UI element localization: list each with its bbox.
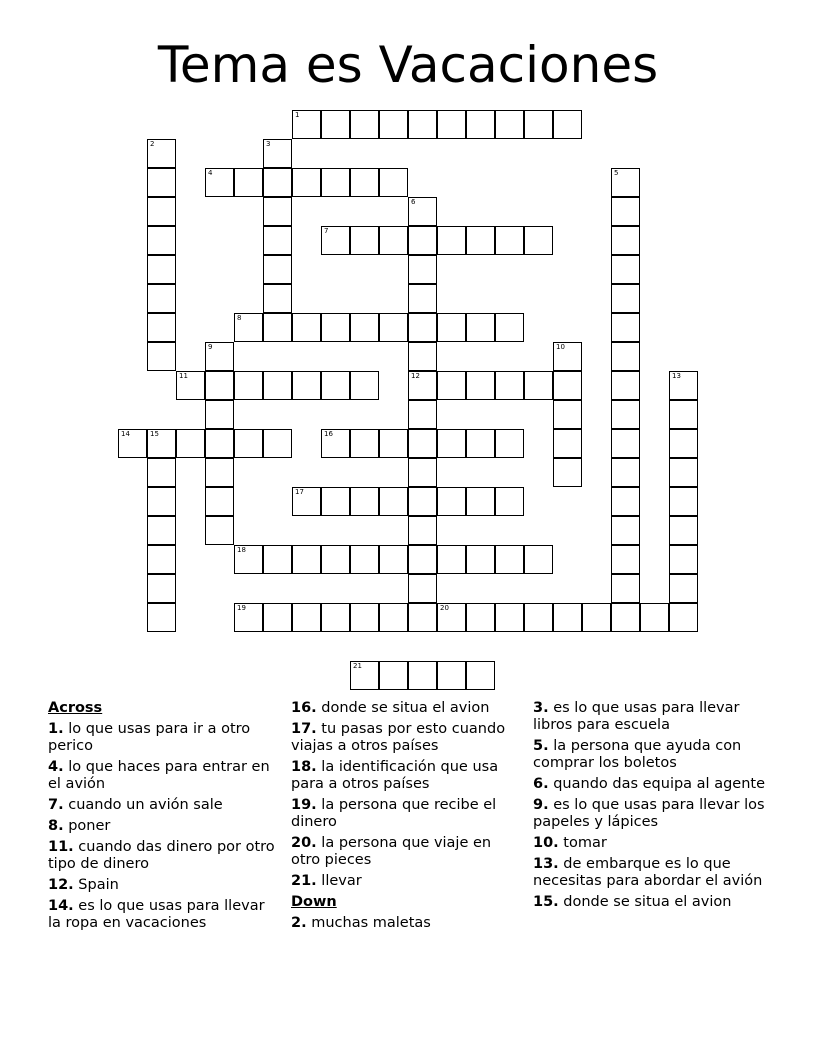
grid-cell[interactable] [147, 574, 176, 603]
grid-cell[interactable] [263, 255, 292, 284]
grid-cell[interactable] [147, 139, 176, 168]
clue-number: 8 [237, 314, 242, 322]
grid-cell[interactable] [466, 313, 495, 342]
clue-text: lo que usas para ir a otro perico [48, 721, 251, 754]
clue-text: quando das equipa al agente [548, 776, 765, 792]
grid-cell[interactable] [669, 429, 698, 458]
grid-cell[interactable] [582, 603, 611, 632]
down-clue [533, 776, 765, 793]
grid-cell[interactable] [321, 371, 350, 400]
grid-cell[interactable] [669, 545, 698, 574]
clue-number: 17. [291, 721, 317, 737]
grid-cell[interactable] [408, 603, 437, 632]
clues-column-3 [533, 700, 765, 915]
clue-text: lo que haces para entrar en el avión [48, 759, 270, 792]
grid-cell[interactable] [669, 487, 698, 516]
grid-cell[interactable] [611, 516, 640, 545]
clues-column-1 [48, 700, 278, 936]
clue-number: 18 [237, 546, 246, 554]
clue-number: 21 [353, 662, 362, 670]
clue-text: donde se situa el avion [316, 700, 490, 716]
grid-cell[interactable] [495, 313, 524, 342]
grid-cell[interactable] [408, 226, 437, 255]
grid-cell[interactable] [234, 429, 263, 458]
grid-cell[interactable] [205, 516, 234, 545]
grid-cell[interactable] [437, 371, 466, 400]
grid-cell[interactable] [466, 487, 495, 516]
clue-number: 11 [179, 372, 188, 380]
grid-cell[interactable] [611, 255, 640, 284]
clue-number: 2. [291, 915, 307, 931]
grid-cell[interactable] [321, 313, 350, 342]
clue-number: 8. [48, 818, 64, 834]
page-title: Tema es Vacaciones [157, 36, 659, 94]
grid-cell[interactable] [263, 429, 292, 458]
clue-number: 16 [324, 430, 333, 438]
clue-number: 1 [295, 111, 300, 119]
grid-cell[interactable] [379, 545, 408, 574]
grid-cell[interactable] [408, 487, 437, 516]
grid-cell[interactable] [524, 226, 553, 255]
grid-cell[interactable] [553, 458, 582, 487]
grid-cell[interactable] [147, 168, 176, 197]
grid-cell[interactable] [292, 371, 321, 400]
clue-text: la persona que viaje en otro pieces [291, 835, 492, 868]
clue-number: 9. [533, 797, 549, 813]
grid-cell[interactable] [350, 110, 379, 139]
grid-cell[interactable] [292, 168, 321, 197]
grid-cell[interactable] [350, 313, 379, 342]
grid-cell[interactable] [553, 429, 582, 458]
down-clue [533, 835, 765, 852]
grid-cell[interactable] [147, 458, 176, 487]
clue-text: la identificación que usa para a otros países [291, 759, 499, 792]
clue-number: 6. [533, 776, 549, 792]
grid-cell[interactable] [147, 342, 176, 371]
clue-number: 7. [48, 797, 64, 813]
grid-cell[interactable] [611, 168, 640, 197]
across-clue [291, 835, 523, 869]
clue-number: 16. [291, 700, 317, 716]
grid-cell[interactable] [147, 603, 176, 632]
grid-cell[interactable] [408, 516, 437, 545]
across-clue [48, 759, 278, 793]
clue-text: llevar [316, 873, 362, 889]
grid-cell[interactable] [495, 487, 524, 516]
grid-cell[interactable] [553, 342, 582, 371]
grid-cell[interactable] [147, 197, 176, 226]
down-clue [533, 738, 765, 772]
clue-text: de embarque es lo que necesitas para abordar el avión [533, 856, 763, 889]
grid-cell[interactable] [263, 139, 292, 168]
grid-cell[interactable] [292, 313, 321, 342]
grid-cell[interactable] [234, 371, 263, 400]
grid-cell[interactable] [205, 400, 234, 429]
grid-cell[interactable] [495, 371, 524, 400]
clue-text: donde se situa el avion [558, 894, 732, 910]
clue-number: 19 [237, 604, 246, 612]
grid-cell[interactable] [147, 255, 176, 284]
clue-text: es lo que usas para llevar libros para escuela [533, 700, 740, 733]
grid-cell[interactable] [379, 429, 408, 458]
grid-cell[interactable] [553, 400, 582, 429]
across-clue [48, 898, 278, 932]
grid-cell[interactable] [205, 342, 234, 371]
across-heading: Across [48, 700, 103, 716]
grid-cell[interactable] [611, 429, 640, 458]
grid-cell[interactable] [350, 661, 379, 690]
grid-cell[interactable] [234, 168, 263, 197]
grid-cell[interactable] [263, 168, 292, 197]
grid-cell[interactable] [379, 487, 408, 516]
grid-cell[interactable] [350, 226, 379, 255]
clue-number: 18. [291, 759, 317, 775]
grid-cell[interactable] [292, 487, 321, 516]
clue-number: 11. [48, 839, 74, 855]
grid-cell[interactable] [408, 110, 437, 139]
grid-cell[interactable] [147, 429, 176, 458]
grid-cell[interactable] [379, 661, 408, 690]
grid-cell[interactable] [263, 603, 292, 632]
clue-number: 13. [533, 856, 559, 872]
grid-cell[interactable] [408, 574, 437, 603]
clue-number: 4 [208, 169, 213, 177]
down-heading: Down [291, 894, 337, 910]
grid-cell[interactable] [379, 603, 408, 632]
grid-cell[interactable] [553, 603, 582, 632]
down-clue [291, 915, 523, 932]
grid-cell[interactable] [669, 603, 698, 632]
grid-cell[interactable] [437, 603, 466, 632]
grid-cell[interactable] [437, 429, 466, 458]
grid-cell[interactable] [321, 603, 350, 632]
grid-cell[interactable] [408, 661, 437, 690]
grid-cell[interactable] [669, 574, 698, 603]
grid-cell[interactable] [640, 603, 669, 632]
clue-number: 5 [614, 169, 619, 177]
grid-cell[interactable] [292, 603, 321, 632]
grid-cell[interactable] [669, 400, 698, 429]
grid-cell[interactable] [205, 429, 234, 458]
clue-number: 7 [324, 227, 329, 235]
across-clue [48, 839, 278, 873]
grid-cell[interactable] [611, 226, 640, 255]
grid-cell[interactable] [408, 197, 437, 226]
grid-cell[interactable] [147, 516, 176, 545]
grid-cell[interactable] [437, 110, 466, 139]
clue-text: muchas maletas [306, 915, 431, 931]
grid-cell[interactable] [611, 371, 640, 400]
across-clue [291, 873, 523, 890]
grid-cell[interactable] [321, 487, 350, 516]
clue-text: cuando das dinero por otro tipo de dinero [48, 839, 275, 872]
clue-number: 4. [48, 759, 64, 775]
grid-cell[interactable] [379, 313, 408, 342]
across-clue [291, 721, 523, 755]
grid-cell[interactable] [321, 429, 350, 458]
grid-cell[interactable] [524, 110, 553, 139]
down-clue [533, 700, 765, 734]
clue-number: 15 [150, 430, 159, 438]
grid-cell[interactable] [466, 429, 495, 458]
grid-cell[interactable] [147, 487, 176, 516]
grid-cell[interactable] [669, 516, 698, 545]
clue-number: 14. [48, 898, 74, 914]
clue-text: es lo que usas para llevar la ropa en vacaciones [48, 898, 265, 931]
grid-cell[interactable] [205, 487, 234, 516]
clue-number: 13 [672, 372, 681, 380]
clue-text: la persona que ayuda con comprar los boletos [533, 738, 742, 771]
grid-cell[interactable] [176, 429, 205, 458]
grid-cell[interactable] [466, 371, 495, 400]
grid-cell[interactable] [292, 545, 321, 574]
grid-cell[interactable] [524, 603, 553, 632]
grid-cell[interactable] [321, 168, 350, 197]
clue-number: 2 [150, 140, 155, 148]
across-clue [291, 759, 523, 793]
clue-text: la persona que recibe el dinero [291, 797, 497, 830]
grid-cell[interactable] [553, 371, 582, 400]
clue-number: 19. [291, 797, 317, 813]
grid-cell[interactable] [408, 342, 437, 371]
grid-cell[interactable] [611, 400, 640, 429]
grid-cell[interactable] [350, 429, 379, 458]
grid-cell[interactable] [234, 545, 263, 574]
clue-text: poner [63, 818, 111, 834]
grid-cell[interactable] [611, 458, 640, 487]
grid-cell[interactable] [205, 168, 234, 197]
grid-cell[interactable] [669, 371, 698, 400]
grid-cell[interactable] [611, 603, 640, 632]
grid-cell[interactable] [611, 313, 640, 342]
grid-cell[interactable] [321, 545, 350, 574]
down-clue [533, 894, 765, 911]
grid-cell[interactable] [263, 313, 292, 342]
grid-cell[interactable] [437, 313, 466, 342]
clue-text: tomar [558, 835, 607, 851]
grid-cell[interactable] [495, 545, 524, 574]
grid-cell[interactable] [466, 661, 495, 690]
grid-cell[interactable] [611, 574, 640, 603]
across-clue [291, 797, 523, 831]
grid-cell[interactable] [466, 226, 495, 255]
grid-cell[interactable] [408, 545, 437, 574]
clue-text: Spain [73, 877, 119, 893]
clue-number: 9 [208, 343, 213, 351]
grid-cell[interactable] [350, 168, 379, 197]
grid-cell[interactable] [611, 342, 640, 371]
clue-text: cuando un avión sale [63, 797, 223, 813]
grid-cell[interactable] [176, 371, 205, 400]
grid-cell[interactable] [669, 458, 698, 487]
grid-cell[interactable] [495, 603, 524, 632]
grid-cell[interactable] [611, 284, 640, 313]
clue-number: 12 [411, 372, 420, 380]
grid-cell[interactable] [147, 313, 176, 342]
grid-cell[interactable] [611, 197, 640, 226]
clue-number: 1. [48, 721, 64, 737]
grid-cell[interactable] [495, 110, 524, 139]
grid-cell[interactable] [466, 545, 495, 574]
grid-cell[interactable] [263, 371, 292, 400]
grid-cell[interactable] [408, 429, 437, 458]
grid-cell[interactable] [466, 603, 495, 632]
clue-number: 3. [533, 700, 549, 716]
grid-cell[interactable] [524, 371, 553, 400]
grid-cell[interactable] [408, 458, 437, 487]
grid-cell[interactable] [350, 371, 379, 400]
grid-cell[interactable] [379, 226, 408, 255]
clue-number: 3 [266, 140, 271, 148]
grid-cell[interactable] [350, 603, 379, 632]
grid-cell[interactable] [263, 226, 292, 255]
grid-cell[interactable] [205, 371, 234, 400]
grid-cell[interactable] [408, 400, 437, 429]
grid-cell[interactable] [350, 487, 379, 516]
clue-number: 10. [533, 835, 559, 851]
grid-cell[interactable] [437, 545, 466, 574]
grid-cell[interactable] [147, 545, 176, 574]
clue-number: 15. [533, 894, 559, 910]
grid-cell[interactable] [611, 545, 640, 574]
grid-cell[interactable] [205, 458, 234, 487]
grid-cell[interactable] [292, 110, 321, 139]
clue-number: 12. [48, 877, 74, 893]
clue-number: 17 [295, 488, 304, 496]
grid-cell[interactable] [234, 313, 263, 342]
clue-number: 10 [556, 343, 565, 351]
across-clue [48, 877, 278, 894]
grid-cell[interactable] [553, 110, 582, 139]
grid-cell[interactable] [495, 429, 524, 458]
down-clue [533, 856, 765, 890]
across-clue [291, 700, 523, 717]
grid-cell[interactable] [350, 545, 379, 574]
grid-cell[interactable] [147, 226, 176, 255]
grid-cell[interactable] [524, 545, 553, 574]
clue-number: 20 [440, 604, 449, 612]
grid-cell[interactable] [321, 226, 350, 255]
grid-cell[interactable] [437, 487, 466, 516]
grid-cell[interactable] [466, 110, 495, 139]
across-clue [48, 818, 278, 835]
clue-number: 21. [291, 873, 317, 889]
clue-number: 20. [291, 835, 317, 851]
grid-cell[interactable] [495, 226, 524, 255]
grid-cell[interactable] [408, 313, 437, 342]
grid-cell[interactable] [263, 545, 292, 574]
grid-cell[interactable] [437, 226, 466, 255]
grid-cell[interactable] [437, 661, 466, 690]
grid-cell[interactable] [379, 168, 408, 197]
grid-cell[interactable] [263, 284, 292, 313]
clue-number: 14 [121, 430, 130, 438]
grid-cell[interactable] [611, 487, 640, 516]
grid-cell[interactable] [321, 110, 350, 139]
across-clue [48, 797, 278, 814]
down-clue [533, 797, 765, 831]
clue-text: es lo que usas para llevar los papeles y lápices [533, 797, 765, 830]
grid-cell[interactable] [379, 110, 408, 139]
grid-cell[interactable] [408, 255, 437, 284]
clue-number: 5. [533, 738, 549, 754]
grid-cell[interactable] [263, 197, 292, 226]
grid-cell[interactable] [118, 429, 147, 458]
clues-column-2 [291, 700, 523, 936]
grid-cell[interactable] [147, 284, 176, 313]
clue-number: 6 [411, 198, 416, 206]
clue-text: tu pasas por esto cuando viajas a otros países [291, 721, 506, 754]
grid-cell[interactable] [408, 371, 437, 400]
across-clue [48, 721, 278, 755]
grid-cell[interactable] [234, 603, 263, 632]
grid-cell[interactable] [408, 284, 437, 313]
